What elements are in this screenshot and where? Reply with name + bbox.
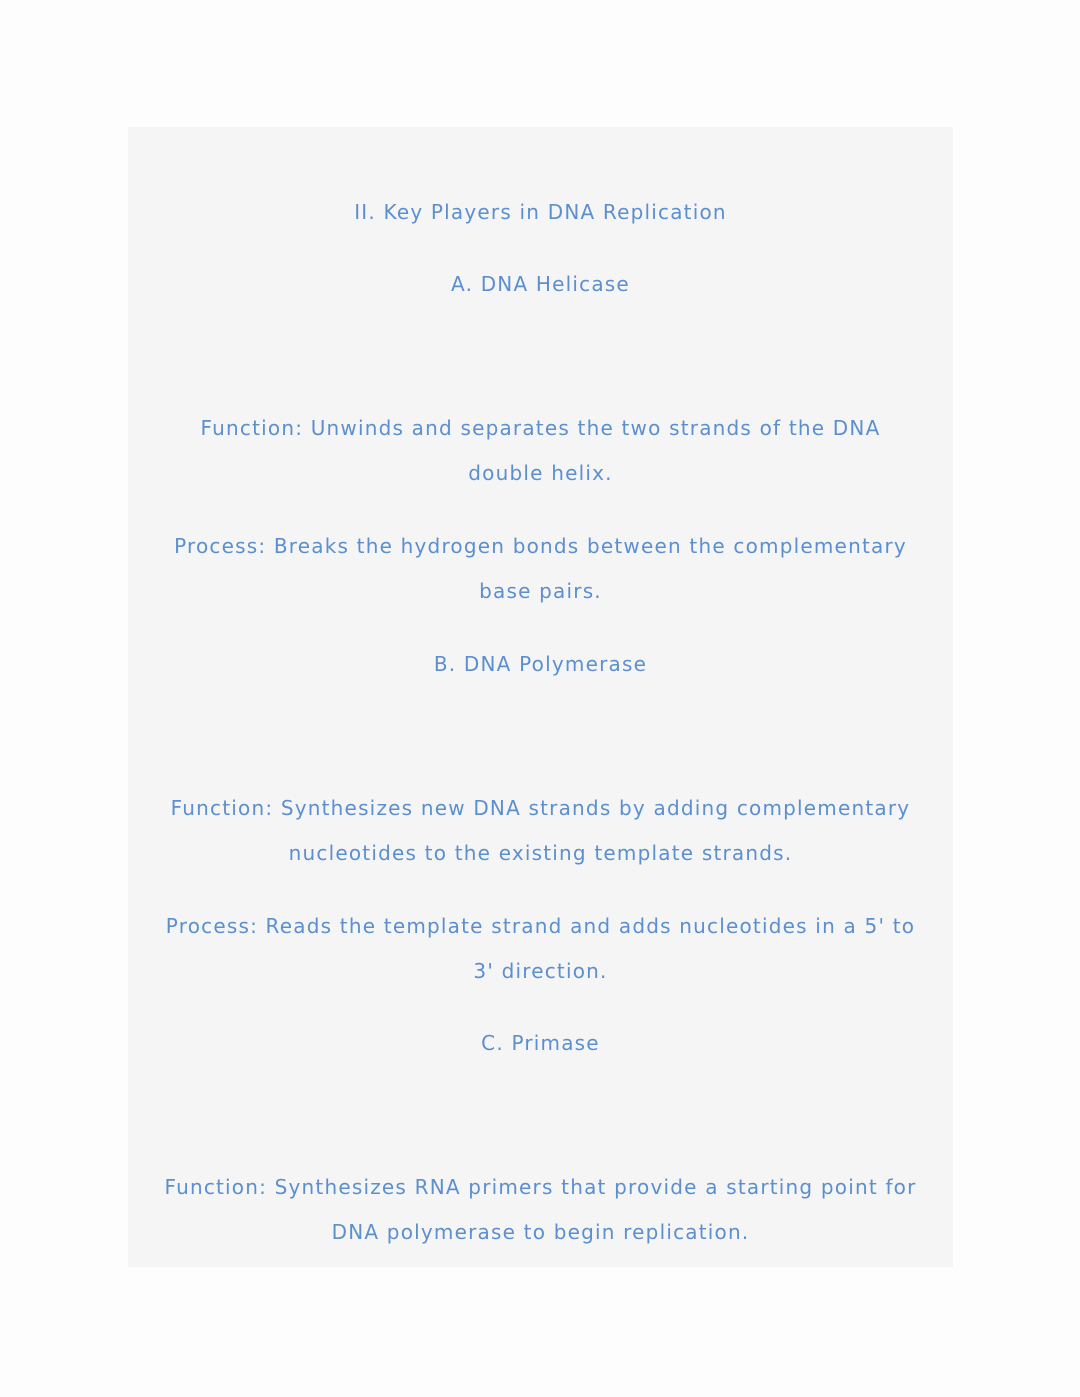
- section-title: II. Key Players in DNA Replication: [354, 200, 727, 224]
- helicase-process-line-2: base pairs.: [479, 579, 602, 603]
- helicase-function-line-1: Function: Unwinds and separates the two strands of the DNA: [200, 416, 881, 440]
- helicase-function-line-2: double helix.: [468, 461, 613, 485]
- subsection-heading-helicase: A. DNA Helicase: [451, 272, 630, 296]
- polymerase-process-line-1: Process: Reads the template strand and adds nucleotides in a 5' to: [165, 914, 916, 938]
- subsection-heading-polymerase: B. DNA Polymerase: [433, 652, 648, 676]
- polymerase-function-line-1: Function: Synthesizes new DNA strands by adding complementary: [170, 796, 911, 820]
- helicase-process-line-1: Process: Breaks the hydrogen bonds between the complementary: [174, 534, 907, 558]
- polymerase-process-line-2: 3' direction.: [473, 959, 608, 983]
- document-panel: [128, 127, 953, 1267]
- primase-function-line-2: DNA polymerase to begin replication.: [331, 1220, 750, 1244]
- polymerase-function-line-2: nucleotides to the existing template strands.: [288, 841, 793, 865]
- primase-function-line-1: Function: Synthesizes RNA primers that provide a starting point for: [164, 1175, 917, 1199]
- subsection-heading-primase: C. Primase: [481, 1031, 600, 1055]
